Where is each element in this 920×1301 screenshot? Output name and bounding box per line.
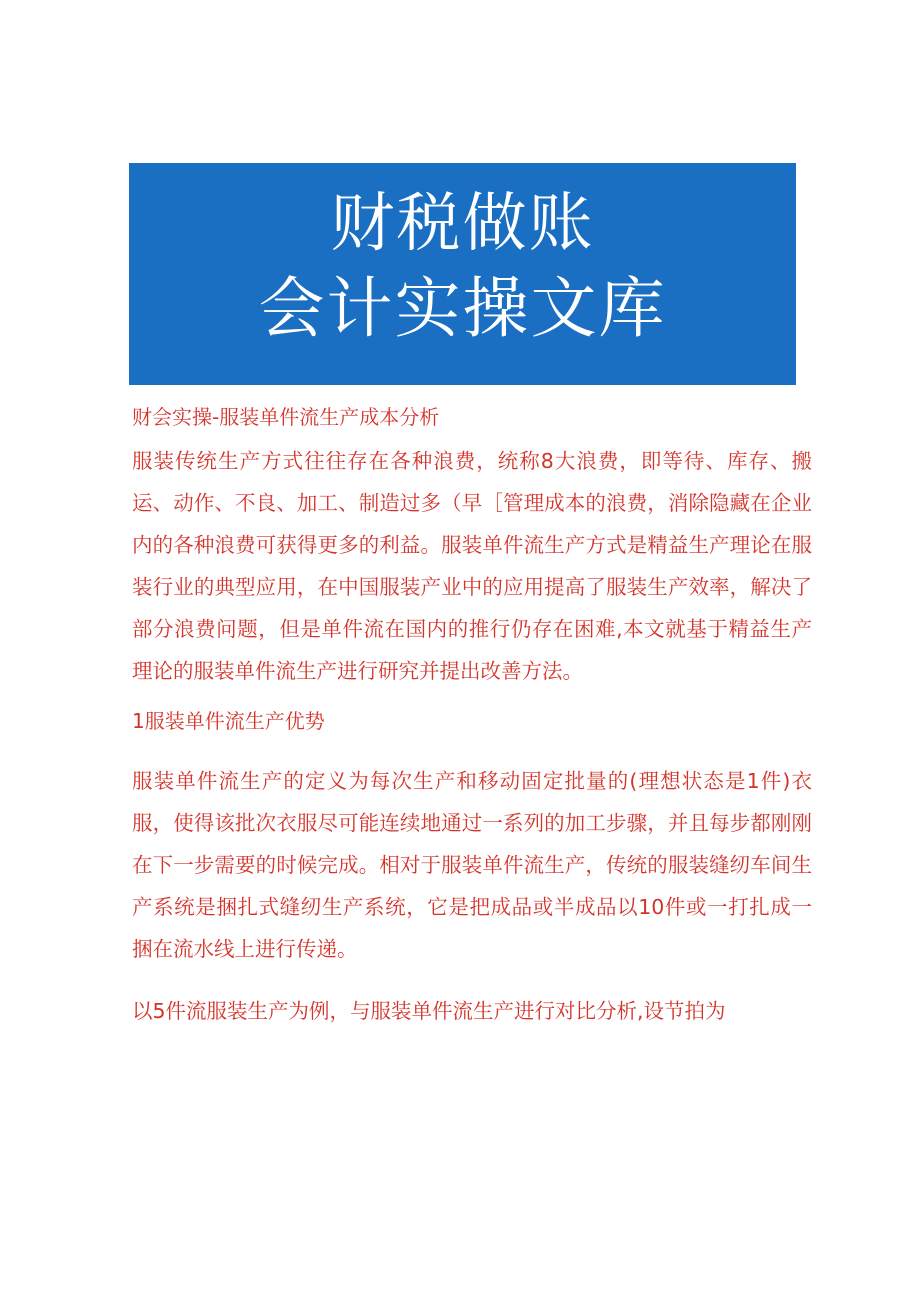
document-body [132,402,812,1032]
paragraph-intro: 服装传统生产方式往往存在各种浪费，统称8大浪费，即等待、库存、搬运、动作、不良、加工、制造过多（早［管理成本的浪费，消除隐藏在企业内的各种浪费可获得更多的利益。服装单件流生产方式是精益生产理论在服装行业的典型应用，在中国服装产业中的应用提高了服装生产效率，解决了部分浪费问题，但是单件流在国内的推行仍存在困难,本文就基于精益生产理论的服装单件流生产进行研究并提出改善方法。 [132,449,812,683]
banner-title-line-2: 会计实操文库 [258,270,667,347]
title-banner [129,163,796,385]
document-title: 财会实操-服装单件流生产成本分析 [132,405,440,429]
section-heading: 1服装单件流生产优势 [132,709,325,733]
paragraph-definition: 服装单件流生产的定义为每次生产和移动固定批量的(理想状态是1件)衣服，使得该批次衣服尽可能连续地通过一系列的加工步骤，并且每步都刚刚在下一步需要的时候完成。相对于服装单件流生产，传统的服装缝纫车间生产系统是捆扎式缝纫生产系统，它是把成品或半成品以10件或一打扎成一捆在流水线上进行传递。 [132,769,812,961]
paragraph-example: 以5件流服装生产为例，与服装单件流生产进行对比分析,设节拍为 [132,999,726,1023]
banner-title-line-1: 财税做账 [330,187,595,261]
